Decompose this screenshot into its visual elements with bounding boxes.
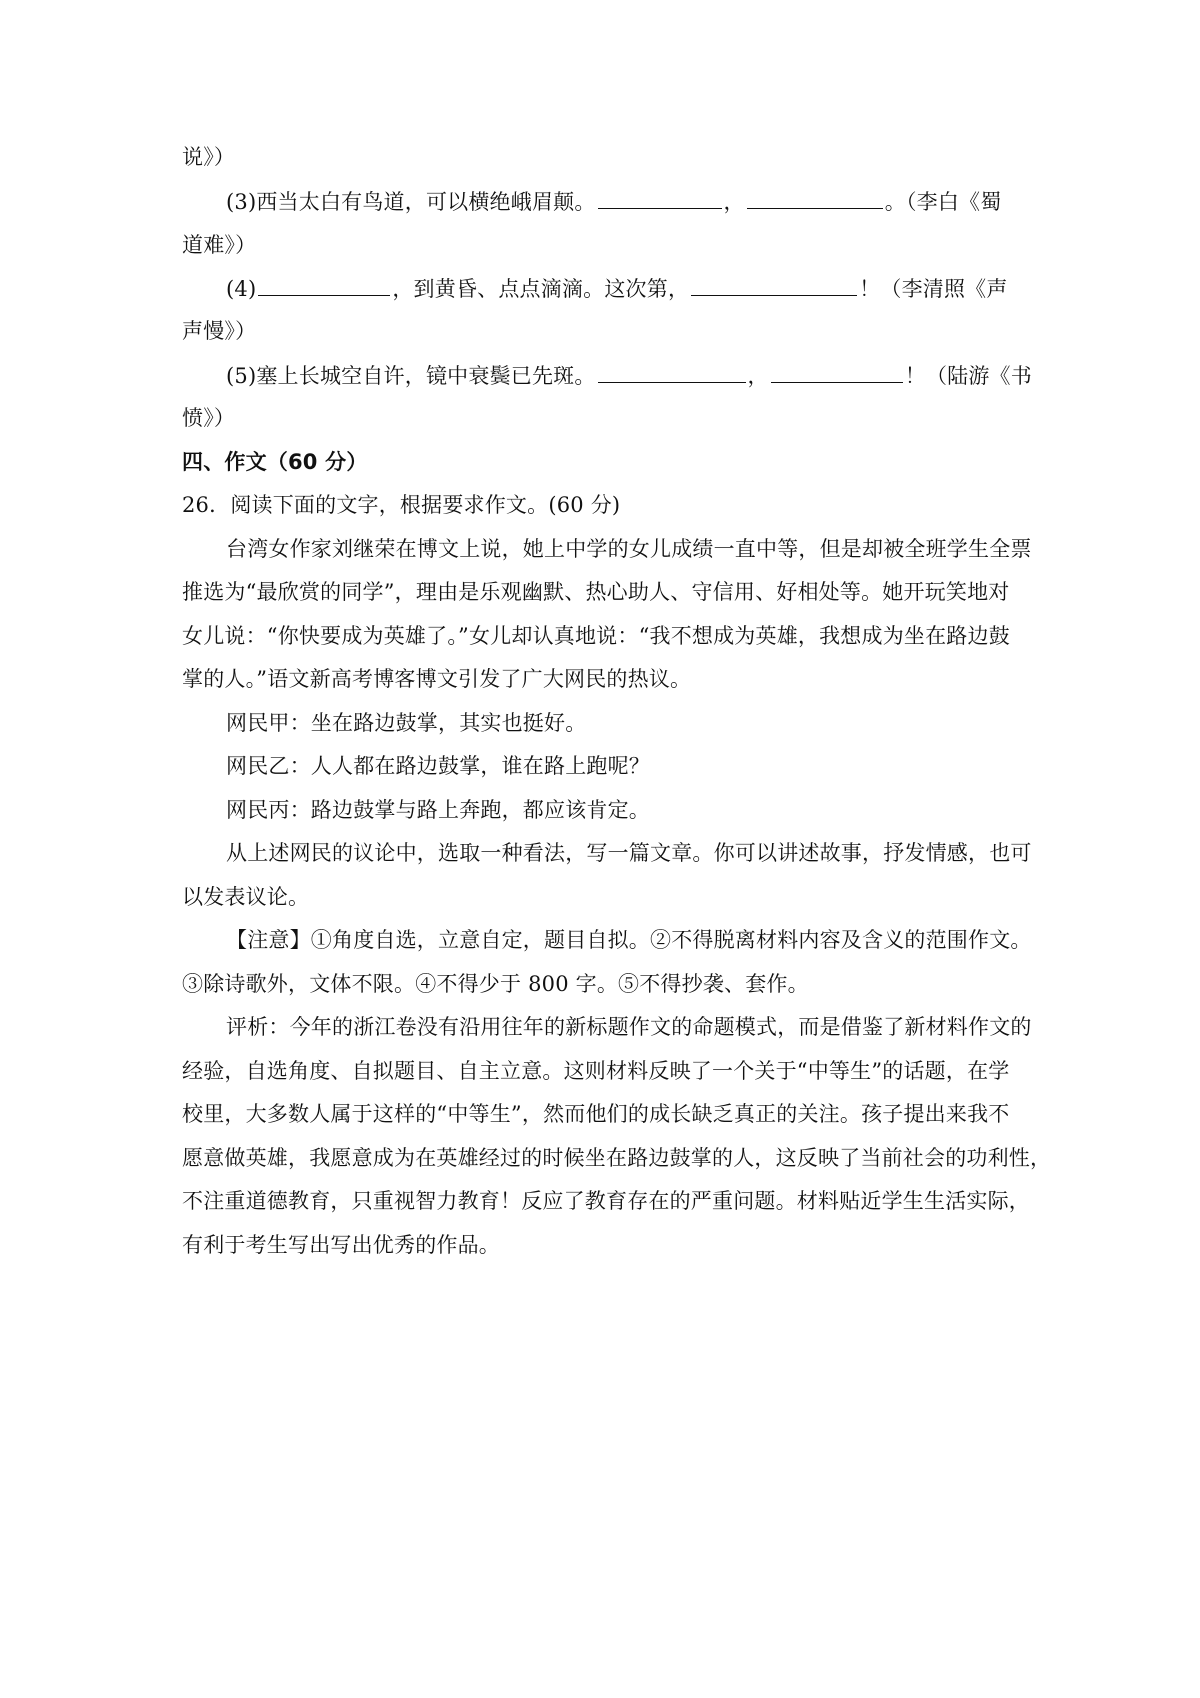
q26-prompt: 26．阅读下面的文字，根据要求作文。(60 分) <box>182 493 621 517</box>
q25-tail-line: 说》） <box>182 145 236 169</box>
item5-text: (5)塞上长城空自许，镜中衰鬓已先斑。 <box>226 364 596 388</box>
analysis-line: 经验，自选角度、自拟题目、自主立意。这则材料反映了一个关于“中等生”的话题，在学 <box>182 1059 1010 1083</box>
q25-item-4 <box>226 273 1022 304</box>
answer-blank[interactable] <box>771 360 903 383</box>
answer-blank[interactable] <box>258 273 390 296</box>
q25-item-3 <box>226 186 1022 217</box>
opinion-line: 网民甲：坐在路边鼓掌，其实也挺好。 <box>226 711 587 735</box>
section-heading: 四、作文（60 分） <box>182 450 368 474</box>
analysis-line: 有利于考生写出写出优秀的作品。 <box>182 1233 500 1257</box>
notice-line: ③除诗歌外，文体不限。④不得少于 800 字。⑤不得抄袭、套作。 <box>182 972 809 996</box>
item5-separator: ， <box>747 364 769 388</box>
notice-line: 【注意】①角度自选，立意自定，题目自拟。②不得脱离材料内容及含义的范围作文。 <box>226 928 1032 952</box>
answer-blank[interactable] <box>598 186 722 209</box>
task-line: 从上述网民的议论中，选取一种看法，写一篇文章。你可以讲述故事，抒发情感，也可 <box>226 841 1032 865</box>
q25-item-5-cont: 愤》） <box>182 406 236 430</box>
answer-blank[interactable] <box>747 186 883 209</box>
item3-text: (3)西当太白有鸟道，可以横绝峨眉颠。 <box>226 190 596 214</box>
item3-source: 。（李白《蜀 <box>884 190 1002 214</box>
analysis-line: 愿意做英雄，我愿意成为在英雄经过的时候坐在路边鼓掌的人，这反映了当前社会的功利性， <box>182 1146 1052 1170</box>
item3-separator: ， <box>723 190 745 214</box>
item4-source: ！（李清照《声 <box>859 277 1008 301</box>
task-line: 以发表议论。 <box>182 885 310 909</box>
analysis-line: 不注重道德教育，只重视智力教育！反应了教育存在的严重问题。材料贴近学生生活实际， <box>182 1189 1030 1213</box>
q25-item-5 <box>226 360 1032 391</box>
opinion-line: 网民乙：人人都在路边鼓掌，谁在路上跑呢？ <box>226 754 650 778</box>
item5-source: ！（陆游《书 <box>904 364 1032 388</box>
answer-blank[interactable] <box>691 273 857 296</box>
opinion-line: 网民丙：路边鼓掌与路上奔跑，都应该肯定。 <box>226 798 650 822</box>
material-line: 掌的人。”语文新高考博客博文引发了广大网民的热议。 <box>182 667 692 691</box>
analysis-line: 校里，大多数人属于这样的“中等生”，然而他们的成长缺乏真正的关注。孩子提出来我不 <box>182 1102 1010 1126</box>
q25-item-4-cont: 声慢》） <box>182 319 257 343</box>
material-line: 台湾女作家刘继荣在博文上说，她上中学的女儿成绩一直中等，但是却被全班学生全票 <box>226 537 1032 561</box>
q25-item-3-cont: 道难》） <box>182 233 257 257</box>
item4-text: ，到黄昏、点点滴滴。这次第， <box>392 277 690 301</box>
item4-number: (4) <box>226 277 257 301</box>
material-line: 女儿说：“你快要成为英雄了。”女儿却认真地说：“我不想成为英雄，我想成为坐在路边鼓 <box>182 624 1010 648</box>
material-line: 推选为“最欣赏的同学”，理由是乐观幽默、热心助人、守信用、好相处等。她开玩笑地对 <box>182 580 1010 604</box>
analysis-line: 评析：今年的浙江卷没有沿用往年的新标题作文的命题模式，而是借鉴了新材料作文的 <box>226 1015 1032 1039</box>
answer-blank[interactable] <box>598 360 746 383</box>
